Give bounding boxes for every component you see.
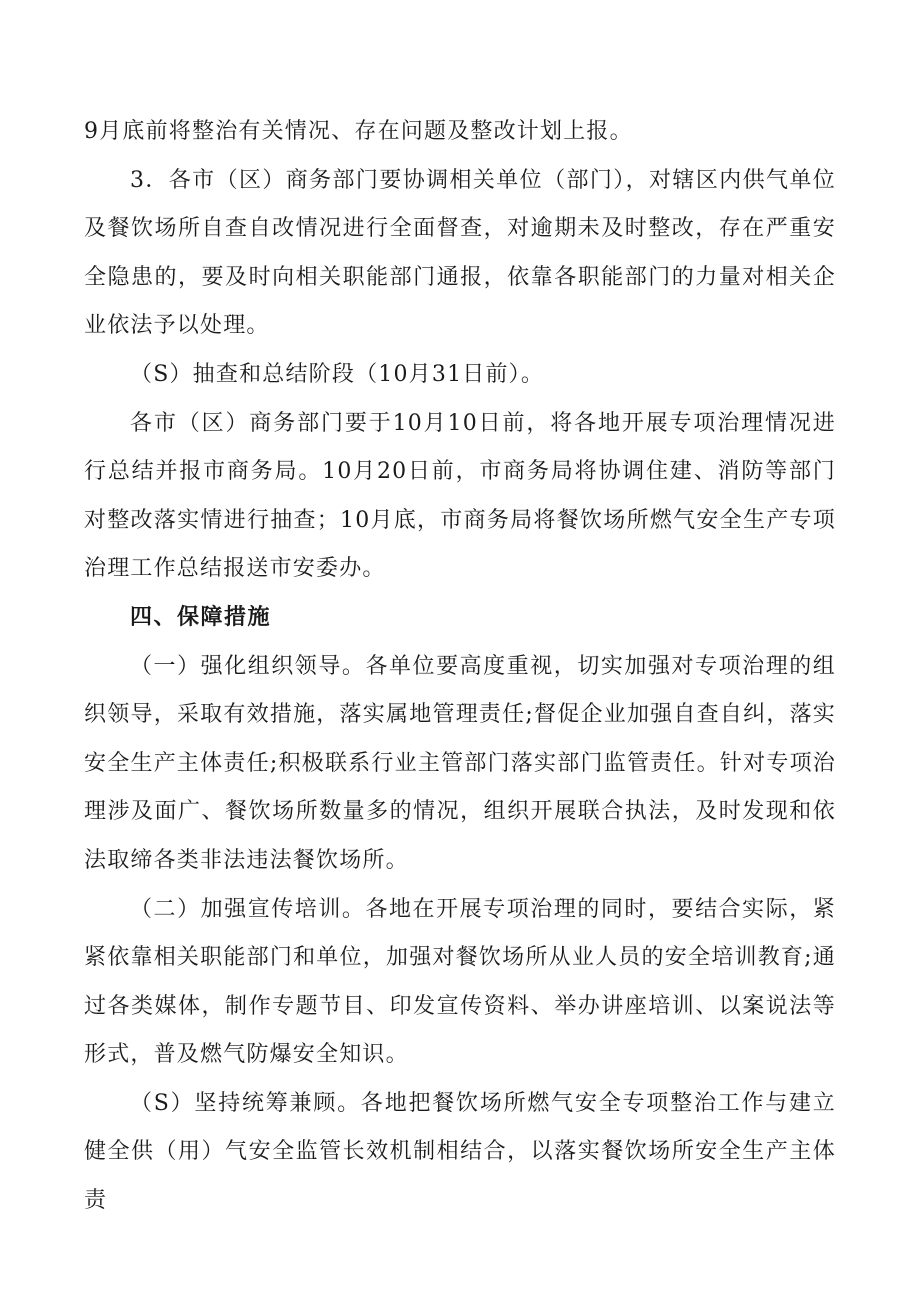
paragraph-stage-body: 各市（区）商务部门要于10月10日前，将各地开展专项治理情况进行总结并报市商务局。10月20日前，市商务局将协调住建、消防等部门对整改落实情进行抽查；10月底，市商务局将餐饮场所燃气安全生产专项治理工作总结报送市安委办。 [84, 410, 836, 582]
document-body [84, 108, 836, 1226]
paragraph-measure-3: （S）坚持统筹兼顾。各地把餐饮场所燃气安全专项整治工作与建立健全供（用）气安全监管长效机制相结合，以落实餐饮场所安全生产主体责 [84, 1090, 836, 1214]
paragraph-stage-heading: （S）抽查和总结阶段（10月31日前）。 [130, 361, 545, 387]
section-heading: 四、保障措施 [130, 604, 272, 630]
paragraph-item-3: 3．各市（区）商务部门要协调相关单位（部门），对辖区内供气单位及餐饮场所自查自改情况进行全面督查，对逾期未及时整改，存在严重安全隐患的，要及时向相关职能部门通报，依靠各职能部门的力量对相关企业依法予以处理。 [84, 167, 836, 339]
paragraph-measure-2: （二）加强宣传培训。各地在开展专项治理的同时，要结合实际，紧紧依靠相关职能部门和单位，加强对餐饮场所从业人员的安全培训教育;通过各类媒体，制作专题节目、印发宣传资料、举办讲座培训、以案说法等形式，普及燃气防爆安全知识。 [84, 896, 836, 1068]
paragraph-continuation: 9月底前将整治有关情况、存在问题及整改计划上报。 [84, 119, 633, 144]
paragraph-measure-1: （一）强化组织领导。各单位要高度重视，切实加强对专项治理的组织领导，采取有效措施，落实属地管理责任;督促企业加强自查自纠，落实安全生产主体责任;积极联系行业主管部门落实部门监管责任。针对专项治理涉及面广、餐饮场所数量多的情况，组织开展联合执法，及时发现和依法取缔各类非法违法餐饮场所。 [84, 653, 836, 873]
